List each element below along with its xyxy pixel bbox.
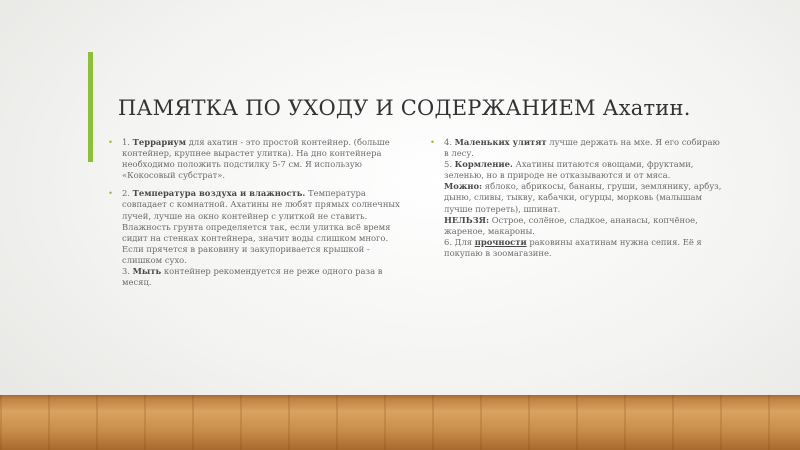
item-feeding: [444, 159, 726, 181]
item-number: 1.: [122, 137, 133, 147]
item-heading: Террариум: [132, 137, 187, 147]
item-prefix: 6. Для: [444, 236, 475, 247]
bullet: •: [108, 137, 113, 147]
item-small-snails: [444, 137, 726, 159]
bullet: •: [430, 137, 435, 147]
list-item-terrarium: [108, 137, 410, 181]
item-text: контейнер рекомендуется не реже одного раза в месяц.: [122, 266, 383, 288]
floor-shadow: [0, 395, 800, 399]
sub-item-washing: [122, 266, 410, 288]
list-item-feeding: [430, 137, 726, 259]
item-heading: Мыть: [132, 266, 162, 277]
item-number: 2.: [122, 188, 133, 199]
item-heading-underlined: прочности: [474, 236, 527, 247]
item-allowed-food: [444, 181, 726, 214]
item-text: раковины ахатинам нужна сепия. Её я покупаю в зоомагазине.: [444, 236, 702, 258]
accent-bar: [88, 52, 93, 162]
item-number: 4.: [444, 137, 455, 147]
item-heading: Кормление.: [454, 159, 513, 170]
left-column: [108, 137, 410, 295]
item-text: Температура совпадает с комнатной. Ахатины не любят прямых солнечных лучей, лучше на окно контейнер с улиткой не ставить. Влажность грунта определяется так, если улитка всё время сидит на стенках контейнера, значит воды слишком много. Если прячется в раковину и закупоривается крышкой - слишком сухо.: [122, 188, 400, 265]
item-number: 3.: [122, 266, 133, 277]
bullet: •: [108, 188, 113, 199]
right-column: [430, 137, 726, 266]
list-item-temperature: [108, 188, 410, 288]
item-heading: Маленьких улитят: [454, 137, 547, 147]
item-number: 5.: [444, 159, 455, 170]
item-heading: Температура воздуха и влажность.: [132, 188, 306, 199]
item-text: лучше держать на мхе. Я его собираю в лесу.: [444, 137, 720, 159]
item-forbidden-food: [444, 215, 726, 237]
item-sepia: [444, 237, 726, 259]
slide-title: ПАМЯТКА ПО УХОДУ И СОДЕРЖАНИЕМ Ахатин.: [118, 96, 691, 120]
item-text: яблоко, абрикосы, бананы, груши, землянику, арбуз, дыню, сливы, тыкву, кабачки, огурцы, морковь (малышам лучше потереть), шпинат.: [444, 181, 722, 214]
item-text: для ахатин - это простой контейнер. (больше контейнер, крупнее вырастет улитка). На дно контейнера необходимо положить подстилку 5-7 см. Я использую «Кокосовый субстрат».: [122, 137, 390, 181]
item-heading: Можно:: [444, 181, 483, 192]
item-text: Острое, солёное, сладкое, ананасы, копчёное, жареное, макароны.: [444, 214, 698, 236]
wooden-floor: [0, 395, 800, 450]
item-heading: НЕЛЬЗЯ:: [444, 214, 490, 225]
item-text: Ахатины питаются овощами, фруктами, зеленью, но в природе не отказываются и от мяса.: [444, 159, 694, 181]
